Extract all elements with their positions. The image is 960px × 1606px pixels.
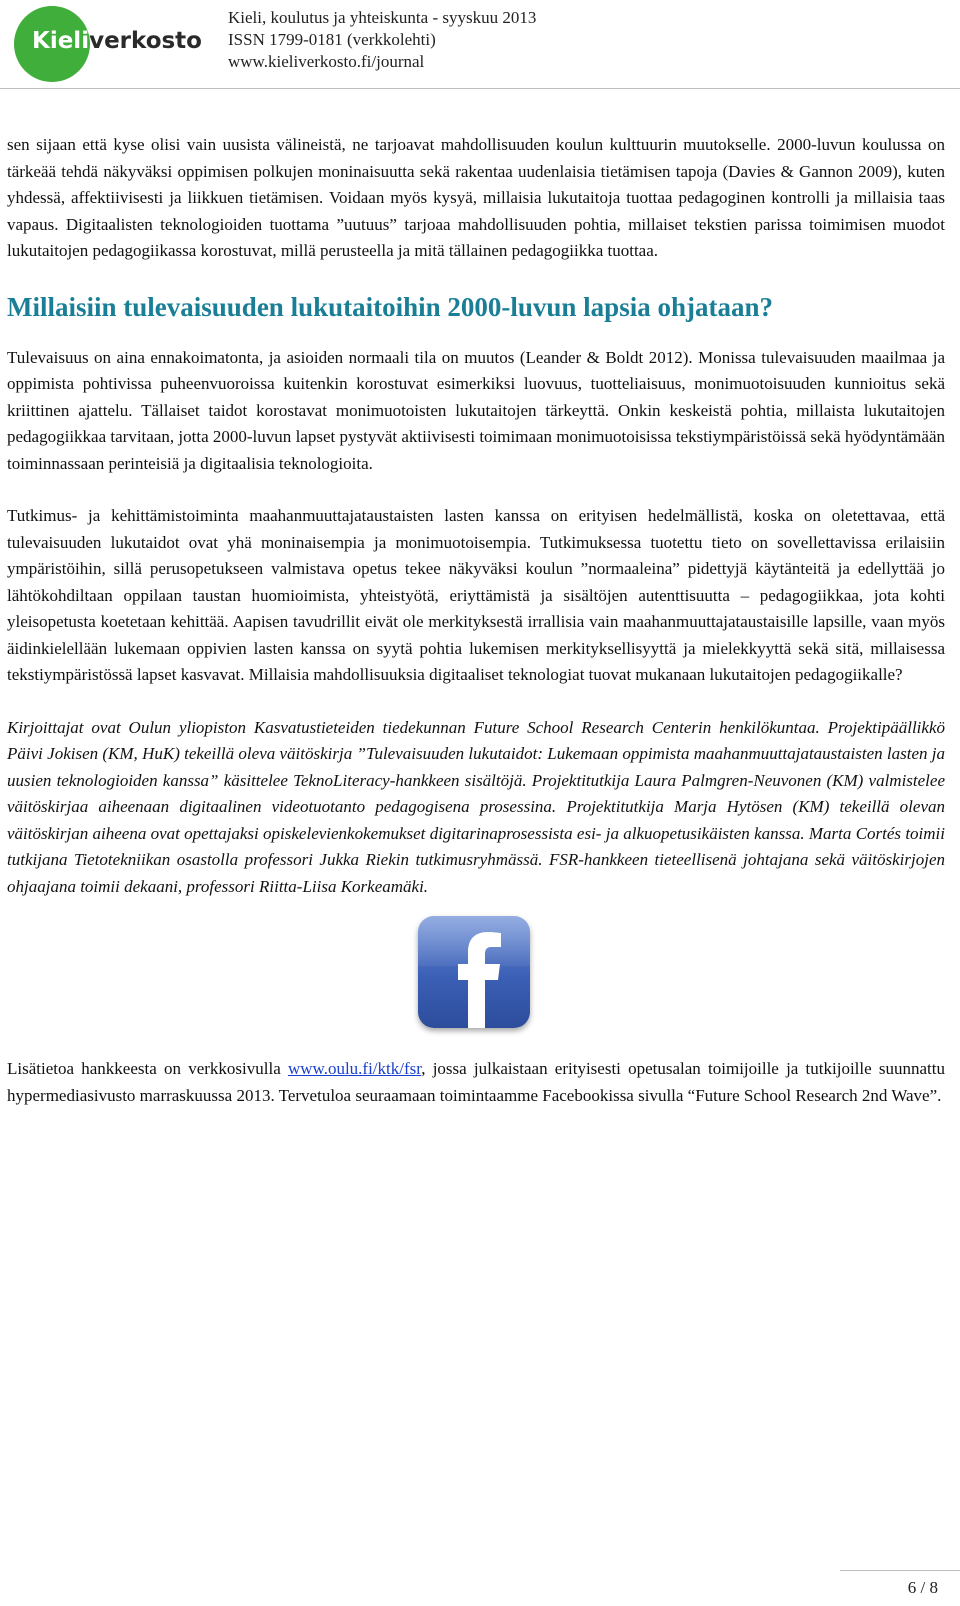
journal-title: Kieli, koulutus ja yhteiskunta - syyskuu 2013 xyxy=(228,8,537,27)
journal-url[interactable]: www.kieliverkosto.fi/journal xyxy=(228,52,425,71)
logo-text xyxy=(32,28,202,54)
facebook-logo-icon[interactable] xyxy=(418,916,530,1028)
journal-info xyxy=(228,7,536,73)
page-number: 6 / 8 xyxy=(907,1578,938,1597)
p5-text-after: , jossa julkaistaan erityisesti opetusalan toimijoille ja tutkijoille suunnattu hypermediasivusto marraskuussa 2013. Tervetuloa seuraamaan toimintaamme Facebookissa sivulla “Future School Research 2nd Wave”. xyxy=(7,1059,945,1105)
paragraph-5 xyxy=(7,1056,945,1109)
paragraph-3: Tutkimus- ja kehittämistoiminta maahanmuuttajataustaisten lasten kanssa on erityisen hedelmällistä, koska on oletettavaa, että tulevaisuuden lukutaidot ovat yhä moninaisempia ja monimuotoisempia. Tutkimuksessa tuotettu tieto on sovellettavissa erilaisiin ympäristöihin, sillä perusopetukseen valmistava opetus tekee näkyväksi koulun ”normaaleina” pidettyjä käytänteitä ja edellyttää jo lähtökohdiltaan oppilaan taustan huomioimista, yhteistyötä, eriyttämistä ja sisältöjen autenttisuutta – pedagogiikkaa, jota kohti yleisopetusta koetetaan kehittää. Aapisen tavudrillit eivät ole merkityksestä irrallisia vain maahanmuuttajataustaisille lapsille, vaan myös äidinkielellään lukemaan oppivien lasten kanssa on syytä pohtia lukemisen merkityksellisyyttä ja mielekkyyttä sekä sitä, millaisessa tekstiympäristössä lapset kasvavat. Millaisia mahdollisuuksia digitaaliset teknologiat tuovat mukanaan lukutaitojen pedagogiikalle? xyxy=(7,506,945,684)
fsr-website-link[interactable]: www.oulu.fi/ktk/fsr xyxy=(287,1059,422,1078)
header-divider xyxy=(0,88,960,89)
paragraph-1: sen sijaan että kyse olisi vain uusista välineistä, ne tarjoavat mahdollisuuden koulun kulttuurin muutokselle. 2000-luvun koulussa on tärkeää tehdä näkyväksi oppimisen polkujen moninaisuutta sekä rakentaa uudenlaisia tietämisen tapoja (Davies & Gannon 2009), kuten yhdessä, affektiivisesti ja liikkuen tietämisen. Voidaan myös kysyä, millaisia lukutaitoja tuottaa pedagoginen kontrolli ja millaisia taas vapaus. Digitaalisten teknologioiden tuottama ”uutuus” tarjoaa mahdollisuuden pohtia, millaiset tekstien parissa toimimisen muodot lukutaitojen pedagogiikassa korostuvat, millä perusteella ja mitä tällainen pedagogiikka tuottaa. xyxy=(7,135,945,260)
journal-issn: ISSN 1799-0181 (verkkolehti) xyxy=(228,30,436,49)
paragraph-2: Tulevaisuus on aina ennakoimatonta, ja asioiden normaali tila on muutos (Leander & Boldt 2012). Monissa tulevaisuuden maailmaa ja oppimista pohtivissa puheenvuoroissa kuitenkin korostuvat esimerkiksi luovuus, tuotteliaisuus, monimuotoisuuden kunnioitus sekä kriittinen ajattelu. Tällaiset taidot korostavat monimuotoisten lukutaitojen tärkeyttä. Onkin keskeistä pohtia, millaista lukutaitojen pedagogiikkaa tarvitaan, jotta 2000-luvun lapset pystyvät aktiivisesti toimimaan monimuotoisissa tekstiympäristöissä sekä hyödyntämään toiminnassaan perinteisiä ja digitaalisia teknologioita. xyxy=(7,347,945,473)
facebook-icon-wrap xyxy=(7,916,945,1028)
logo-text-white: Kieli xyxy=(32,28,90,54)
footer-divider xyxy=(840,1570,960,1571)
p5-text-before: Lisätietoa hankkeesta on verkkosivulla xyxy=(7,1059,288,1078)
page-header xyxy=(0,0,960,88)
section-heading: Millaisiin tulevaisuuden lukutaitoihin 2000-luvun lapsia ohjataan? xyxy=(7,291,773,322)
kieliverkosto-logo[interactable] xyxy=(14,6,214,82)
logo-text-dark: verkosto xyxy=(89,28,202,54)
authors-paragraph: Kirjoittajat ovat Oulun yliopiston Kasvatustieteiden tiedekunnan Future School Research Centerin henkilökuntaa. Projektipäällikkö Päivi Jokisen (KM, HuK) tekeillä oleva väitöskirja ”Tulevaisuuden lukutaidot: Lukemaan oppimista maahanmuuttajataustaisten lasten ja uusien teknologioiden kanssa” käsittelee TeknoLiteracy-hankkeen sisältöjä. Projektitutkija Laura Palmgren-Neuvonen (KM) valmistelee väitöskirjaa aiheenaan digitaalinen videotuotanto pedagogisena prosessina. Projektitutkija Marja Hytösen (KM) tekeillä olevan väitöskirjan aiheena ovat opettajaksi opiskelevienkokemukset digitarinaprosessista esi- ja alkuopetusikäisten kanssa. Marta Cortés toimii tutkijana Tietotekniikan osastolla professori Jukka Riekin tutkimusryhmässä. FSR-hankkeen tieteellisenä johtajana sekä väitöskirjojen ohjaajana toimii dekaani, professori Riitta-Liisa Korkeamäki. xyxy=(7,717,945,896)
article-body xyxy=(7,132,945,1109)
